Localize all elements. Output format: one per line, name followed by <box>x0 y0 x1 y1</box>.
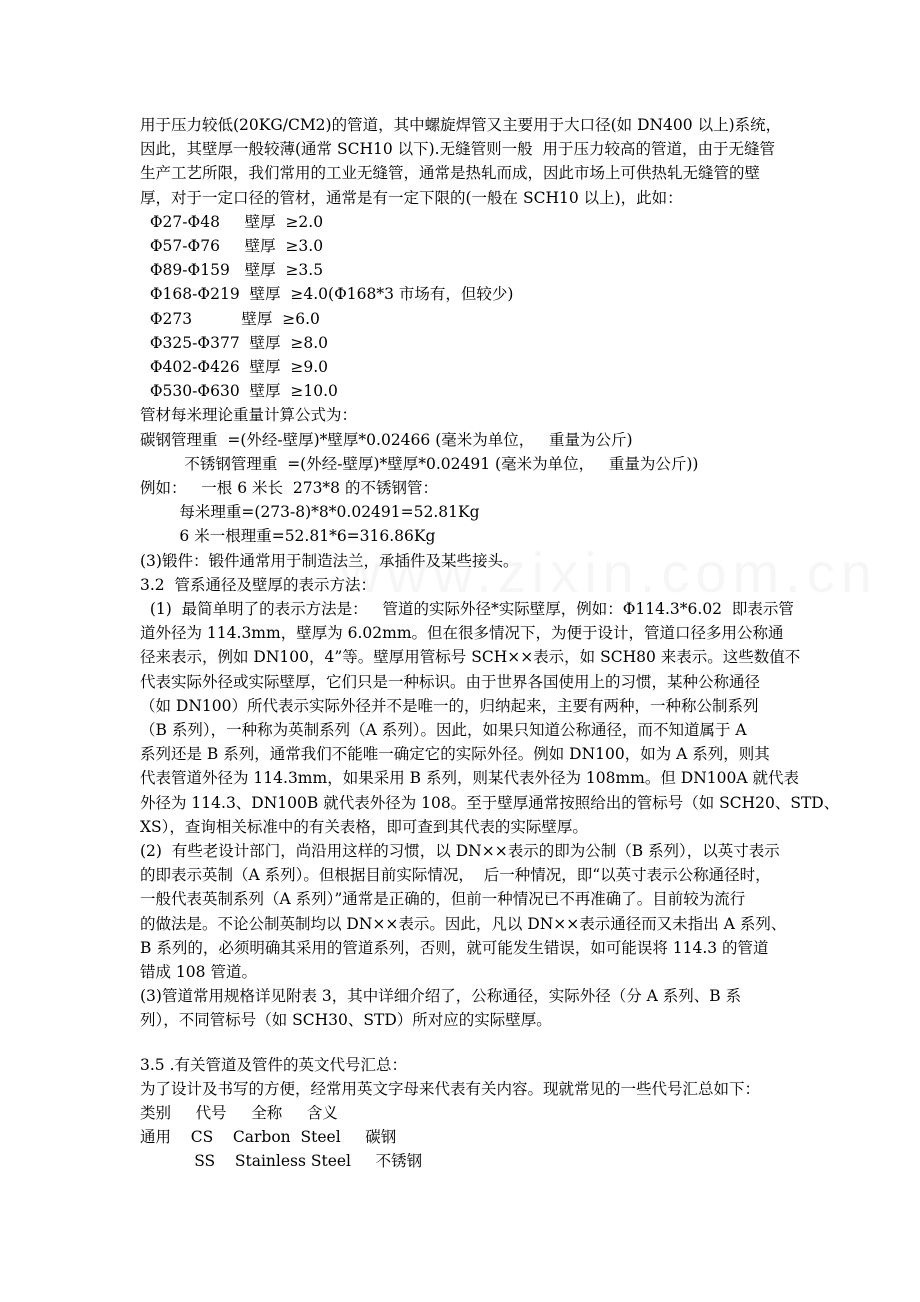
text-line: 3.2 管系通径及壁厚的表示方法： <box>140 575 377 594</box>
text-line: 因此，其壁厚一般较薄(通常 SCH10 以下).无缝管则一般 用于压力较高的管道，由于无缝管 <box>140 140 775 159</box>
text-line: (1) 最简单明了的表示方法是： 管道的实际外径*实际壁厚，例如：Φ114.3*6.02 即表示管 <box>140 600 794 618</box>
text-line: 错成 108 管道。 <box>140 963 257 981</box>
text-line: 厚，对于一定口径的管材，通常是有一定下限的(一般在 SCH10 以上)，此如： <box>140 188 683 207</box>
text-line: 6 米一根理重=52.81*6=316.86Kg <box>140 527 436 546</box>
text-line: 类别 代号 全称 含义 <box>140 1104 338 1122</box>
text-line: 道外径为 114.3mm，壁厚为 6.02mm。但在很多情况下，为便于设计，管道口径多用公称通 <box>140 624 784 643</box>
text-line: Φ402-Φ426 壁厚 ≥9.0 <box>140 358 329 376</box>
text-line: 外径为 114.3、DN100B 就代表外径为 108。至于壁厚通常按照给出的管标号（如 SCH20、STD、 <box>140 793 840 812</box>
text-line: XS），查询相关标准中的有关表格，即可查到其代表的实际壁厚。 <box>140 817 588 836</box>
text-line: 为了设计及书写的方便，经常用英文字母来代表有关内容。现就常见的一些代号汇总如下： <box>140 1080 761 1098</box>
text-line: SS Stainless Steel 不锈钢 <box>140 1152 423 1170</box>
text-line: 径来表示，例如 DN100，4”等。壁厚用管标号 SCH××表示，如 SCH80 来表示。这些数值不 <box>140 648 801 667</box>
text-line: 管材每米理论重量计算公式为： <box>140 406 358 425</box>
text-line: 代表实际外径或实际壁厚，它们只是一种标识。由于世界各国使用上的习惯，某种公称通径 <box>140 672 761 691</box>
text-line: Φ89-Φ159 壁厚 ≥3.5 <box>140 261 324 280</box>
text-line: 的即表示英制（A 系列）。但根据目前实际情况， 后一种情况，即“以英寸表示公称通径时， <box>140 866 771 885</box>
text-line: Φ325-Φ377 壁厚 ≥8.0 <box>140 333 329 352</box>
text-line: 用于压力较低(20KG/CM2)的管道，其中螺旋焊管又主要用于大口径(如 DN400 以上)系统， <box>140 116 782 134</box>
text-line: 一般代表英制系列（A 系列）”通常是正确的，但前一种情况已不再准确了。目前较为流行 <box>140 890 746 909</box>
text-line: Φ530-Φ630 壁厚 ≥10.0 <box>140 382 338 401</box>
text-line: 例如： 一根 6 米长 273*8 的不锈钢管： <box>140 479 438 497</box>
text-line: Φ273 壁厚 ≥6.0 <box>140 309 320 328</box>
text-line: （如 DN100）所代表示实际外径并不是唯一的，归纳起来，主要有两种，一种称公制系列 <box>140 696 759 715</box>
text-line: 生产工艺所限，我们常用的工业无缝管，通常是热轧而成，因此市场上可供热轧无缝管的壁 <box>140 164 761 183</box>
text-line: 系列还是 B 系列，通常我们不能唯一确定它的实际外径。例如 DN100，如为 A 系列，则其 <box>140 745 770 764</box>
text-line: Φ168-Φ219 壁厚 ≥4.0(Φ168*3 市场有，但较少) <box>140 285 514 304</box>
text-line: 通用 CS Carbon Steel 碳钢 <box>140 1128 397 1146</box>
text-line: （B 系列），一种称为英制系列（A 系列）。因此，如果只知道公称通径，而不知道属于 A <box>140 721 747 739</box>
text-line: 不锈钢管理重 =(外经-壁厚)*壁厚*0.02491 (毫米为单位， 重量为公斤)) <box>140 454 699 473</box>
text-line: (3)管道常用规格详见附表 3，其中详细介绍了，公称通径，实际外径（分 A 系列、B 系 <box>140 987 742 1006</box>
text-line: 列），不同管标号（如 SCH30、STD）所对应的实际壁厚。 <box>140 1011 552 1030</box>
text-line: 碳钢管理重 =(外经-壁厚)*壁厚*0.02466 (毫米为单位， 重量为公斤) <box>140 430 633 449</box>
text-line: Φ57-Φ76 壁厚 ≥3.0 <box>140 237 324 255</box>
text-line: Φ27-Φ48 壁厚 ≥2.0 <box>140 212 324 231</box>
text-line: B 系列的，必须明确其采用的管道系列，否则，就可能发生错误，如可能误将 114.3 的管道 <box>140 938 769 957</box>
text-line: 代表管道外径为 114.3mm，如果采用 B 系列，则某代表外径为 108mm。但 DN100A 就代表 <box>140 769 799 788</box>
text-line: 每米理重=(273-8)*8*0.02491=52.81Kg <box>140 503 480 522</box>
text-line: (2) 有些老设计部门，尚沿用这样的习惯，以 DN××表示的即为公制（B 系列），以英寸表示 <box>140 842 780 860</box>
text-line: 的做法是。不论公制英制均以 DN××表示。因此，凡以 DN××表示通径而又未指出 A 系列、 <box>140 914 787 933</box>
text-line: 3.5 .有关管道及管件的英文代号汇总： <box>140 1056 408 1074</box>
text-line: (3)锻件：锻件通常用于制造法兰，承插件及某些接头。 <box>140 551 519 570</box>
